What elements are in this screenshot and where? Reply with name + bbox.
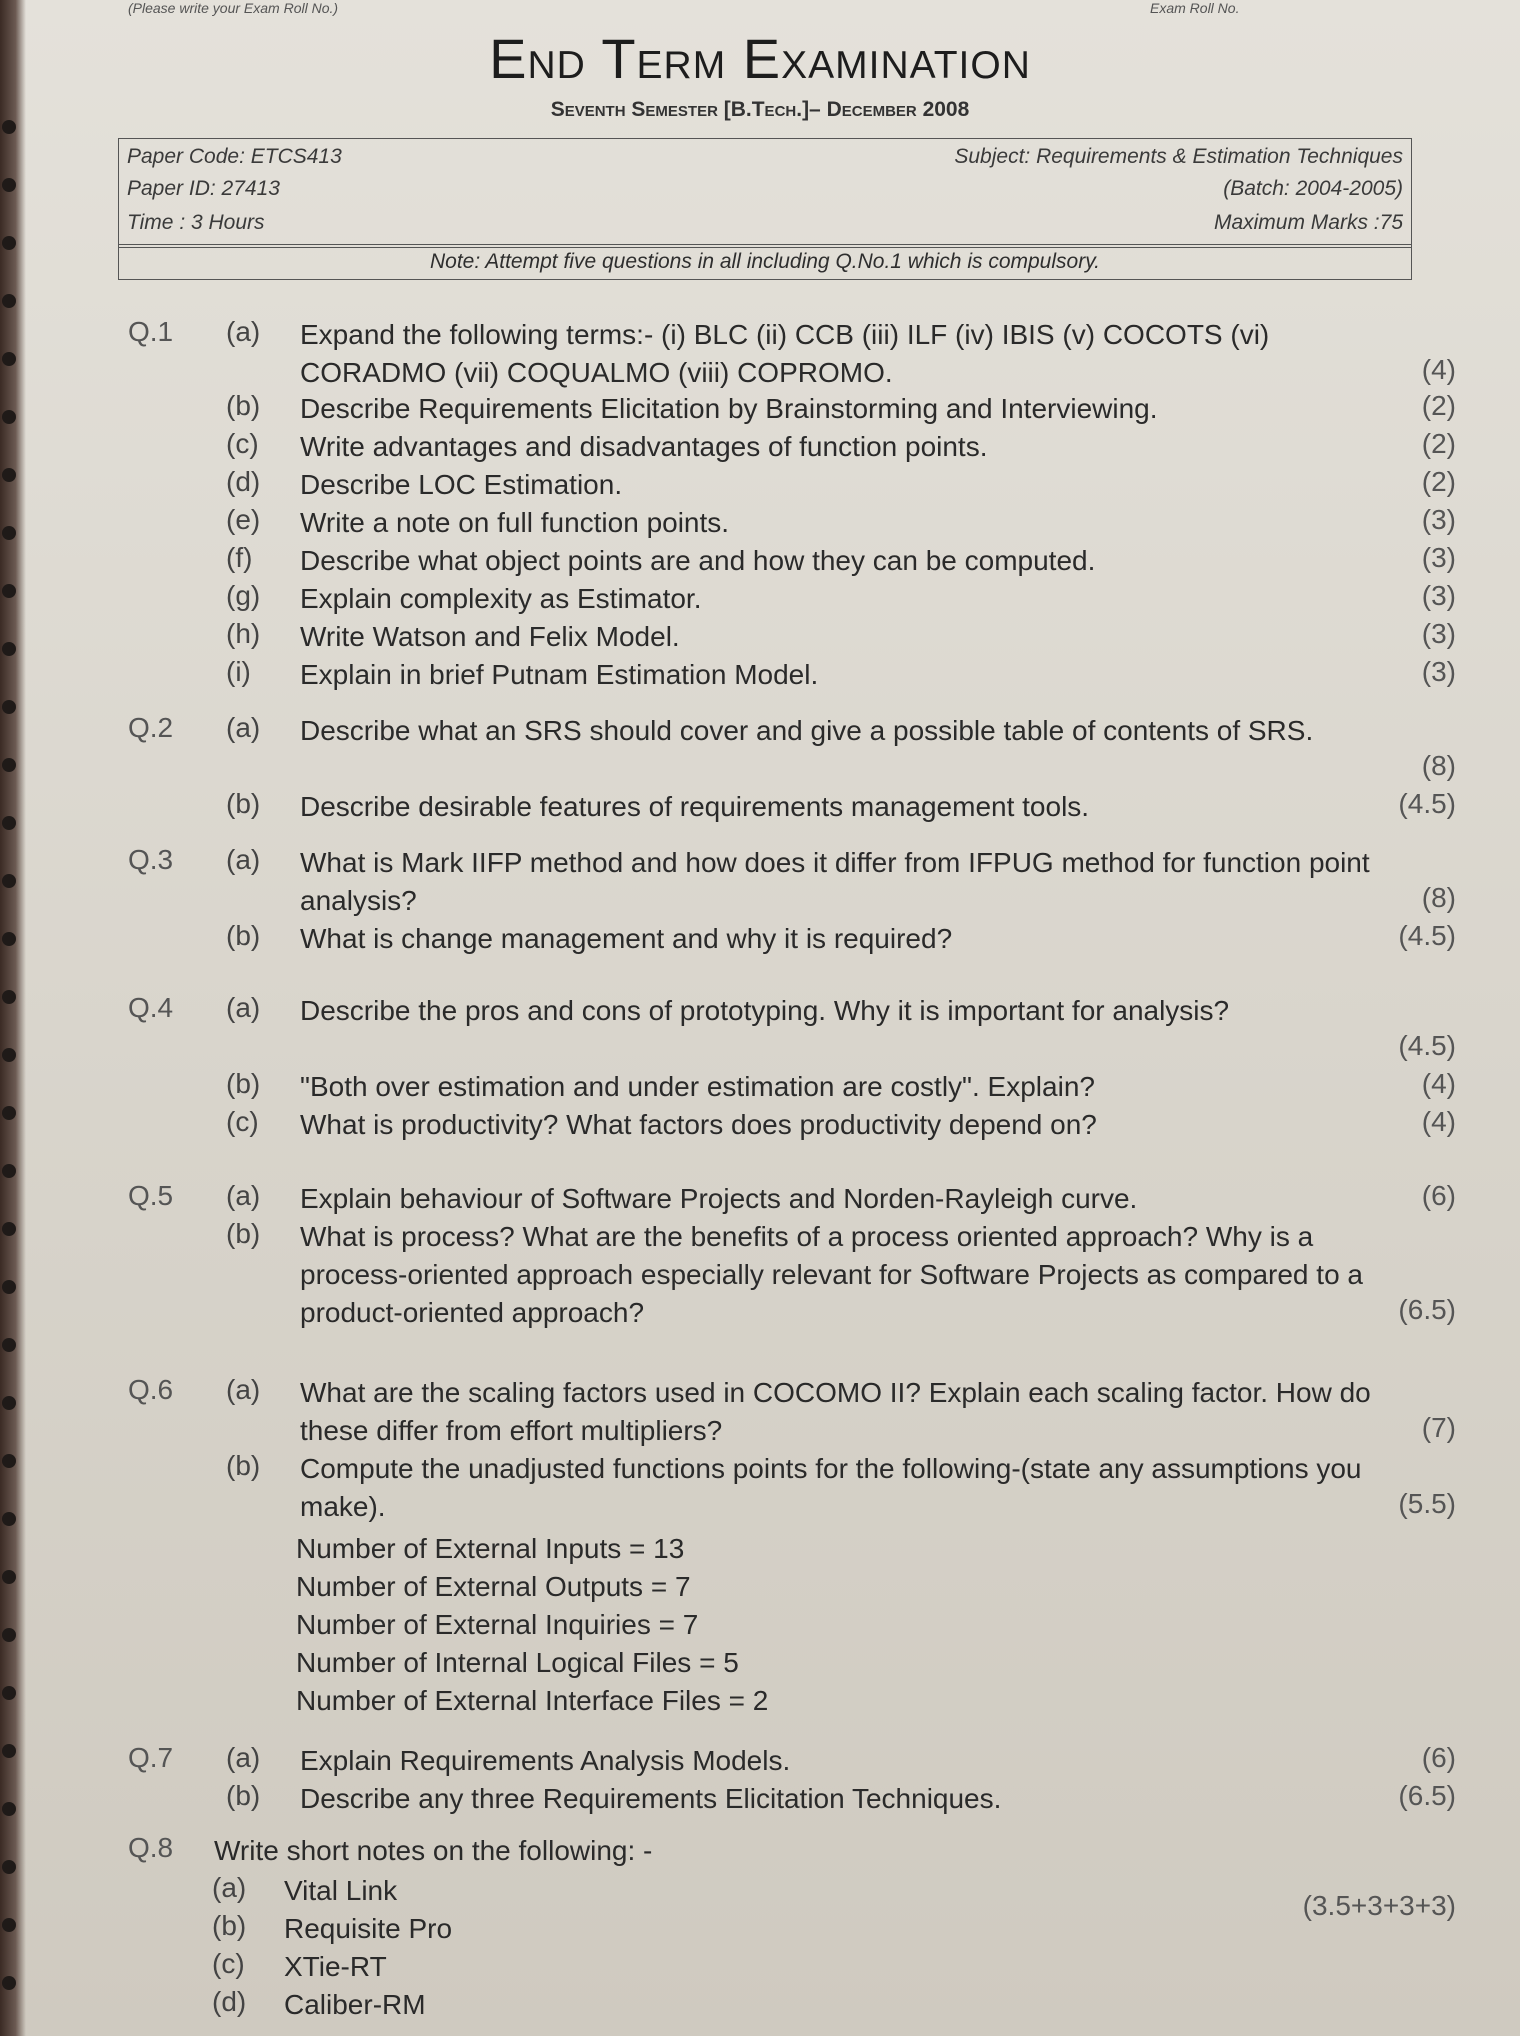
- part-text: Describe LOC Estimation.: [300, 469, 623, 500]
- part-marks: (2): [1421, 390, 1456, 421]
- part-marks: (2): [1421, 466, 1456, 497]
- binding-hole: [2, 236, 16, 250]
- part-label: (b): [226, 390, 261, 421]
- part-label: (b): [226, 1780, 261, 1811]
- part-label: (b): [226, 788, 261, 819]
- part-text: What are the scaling factors used in COCOMO II? Explain each scaling factor. How do these differ from effort multipliers?: [300, 1377, 1371, 1446]
- binding-hole: [2, 1918, 16, 1932]
- part-marks: (4): [1421, 1068, 1456, 1099]
- binding-hole: [2, 1048, 16, 1062]
- part-text: Compute the unadjusted functions points for the following-(state any assumptions you make).: [300, 1453, 1362, 1522]
- part-label: (i): [226, 656, 251, 687]
- part-text: Caliber-RM: [284, 1989, 426, 2020]
- part-text: Describe what an SRS should cover and give a possible table of contents of SRS.: [300, 715, 1314, 746]
- binding-hole: [2, 932, 16, 946]
- part-label: (b): [226, 1218, 261, 1249]
- part-text: What is process? What are the benefits of a process oriented approach? Why is a process-oriented approach especially relevant for Software Projects as compared to a product-oriented approach?: [300, 1221, 1363, 1328]
- part-marks: (3): [1421, 618, 1456, 649]
- part-label: (b): [226, 1450, 261, 1481]
- binding-hole: [2, 410, 16, 424]
- paper-code: Paper Code: ETCS413: [127, 145, 342, 168]
- binding-hole: [2, 1396, 16, 1410]
- part-text: Expand the following terms:- (i) BLC (ii) CCB (iii) ILF (iv) IBIS (v) COCOTS (vi) CORADMO (vii) COQUALMO (viii) COPROMO.: [300, 319, 1270, 388]
- binding-hole: [2, 990, 16, 1004]
- part-marks: (4): [1421, 1106, 1456, 1137]
- paper-id: Paper ID: 27413: [127, 177, 280, 200]
- binding-hole: [2, 1454, 16, 1468]
- part-text: What is Mark IIFP method and how does it differ from IFPUG method for function point analysis?: [300, 847, 1370, 916]
- subject: Subject: Requirements & Estimation Techniques: [954, 145, 1403, 168]
- data-line: Number of External Inquiries = 7: [296, 1609, 699, 1640]
- part-marks: (3): [1421, 656, 1456, 687]
- question-number: Q.3: [128, 844, 174, 875]
- part-marks: (2): [1421, 428, 1456, 459]
- part-text: Describe desirable features of requirements management tools.: [300, 791, 1090, 822]
- part-text: Explain in brief Putnam Estimation Model.: [300, 659, 819, 690]
- part-text: Requisite Pro: [284, 1913, 453, 1944]
- time-allowed: Time : 3 Hours: [127, 211, 265, 234]
- question-number: Q.6: [128, 1374, 174, 1405]
- maximum-marks: Maximum Marks :75: [1213, 211, 1403, 234]
- part-label: (a): [226, 712, 261, 743]
- binding-hole: [2, 700, 16, 714]
- part-label: (d): [226, 466, 261, 497]
- instruction-note: Note: Attempt five questions in all including Q.No.1 which is compulsory.: [118, 244, 1412, 280]
- part-marks: (6.5): [1398, 1780, 1456, 1811]
- part-text: Write Watson and Felix Model.: [300, 621, 680, 652]
- binding-hole: [2, 1976, 16, 1990]
- question-marks: (3.5+3+3+3): [1302, 1890, 1456, 1921]
- question-number: Q.1: [128, 316, 174, 347]
- part-label: (a): [226, 992, 261, 1023]
- part-marks: (4.5): [1398, 1030, 1456, 1061]
- binding-hole: [2, 1280, 16, 1294]
- part-marks: (8): [1421, 882, 1456, 913]
- part-text: Explain behaviour of Software Projects and Norden-Rayleigh curve.: [300, 1183, 1138, 1214]
- part-marks: (3): [1421, 504, 1456, 535]
- part-marks: (7): [1421, 1412, 1456, 1443]
- part-marks: (3): [1421, 580, 1456, 611]
- part-marks: (6): [1421, 1742, 1456, 1773]
- part-text: What is productivity? What factors does productivity depend on?: [300, 1109, 1097, 1140]
- paper-details-box: [118, 138, 1412, 248]
- binding-hole: [2, 1686, 16, 1700]
- question-number: Q.2: [128, 712, 174, 743]
- question-number: Q.5: [128, 1180, 174, 1211]
- part-marks: (6.5): [1398, 1294, 1456, 1325]
- binding-hole: [2, 1512, 16, 1526]
- part-text: Describe Requirements Elicitation by Brainstorming and Interviewing.: [300, 393, 1158, 424]
- binding-hole: [2, 816, 16, 830]
- binding-hole: [2, 874, 16, 888]
- part-label: (c): [212, 1948, 245, 1979]
- batch: (Batch: 2004-2005): [1223, 177, 1403, 200]
- part-text: Describe the pros and cons of prototyping. Why it is important for analysis?: [300, 995, 1230, 1026]
- binding-hole: [2, 1164, 16, 1178]
- binding-hole: [2, 352, 16, 366]
- part-label: (b): [212, 1910, 247, 1941]
- exam-title: End Term Examination: [489, 27, 1031, 90]
- part-label: (d): [212, 1986, 247, 2017]
- binding-hole: [2, 642, 16, 656]
- part-label: (b): [226, 1068, 261, 1099]
- part-label: (a): [226, 844, 261, 875]
- binding-hole: [2, 1106, 16, 1120]
- data-line: Number of External Inputs = 13: [296, 1533, 685, 1564]
- question-number: Q.8: [128, 1832, 174, 1863]
- question-number: Q.7: [128, 1742, 174, 1773]
- binding-hole: [2, 1628, 16, 1642]
- question-number: Q.4: [128, 992, 174, 1023]
- binding-hole: [2, 1222, 16, 1236]
- binding-hole: [2, 526, 16, 540]
- part-text: XTie-RT: [284, 1951, 387, 1982]
- part-label: (a): [226, 1742, 261, 1773]
- part-marks: (6): [1421, 1180, 1456, 1211]
- part-label: (c): [226, 1106, 259, 1137]
- binding-hole: [2, 1570, 16, 1584]
- part-text: Describe any three Requirements Elicitation Techniques.: [300, 1783, 1002, 1814]
- part-label: (f): [226, 542, 253, 573]
- binding-hole: [2, 1338, 16, 1352]
- binding-hole: [2, 294, 16, 308]
- binding-hole: [2, 584, 16, 598]
- data-line: Number of External Outputs = 7: [296, 1571, 691, 1602]
- part-text: Write advantages and disadvantages of function points.: [300, 431, 988, 462]
- part-marks: (5.5): [1398, 1488, 1456, 1519]
- roll-no-instruction: (Please write your Exam Roll No.): [128, 0, 339, 16]
- part-label: (g): [226, 580, 261, 611]
- binding-hole: [2, 178, 16, 192]
- part-text: Explain complexity as Estimator.: [300, 583, 702, 614]
- binding-hole: [2, 1744, 16, 1758]
- binding-hole: [2, 468, 16, 482]
- part-label: (a): [226, 316, 261, 347]
- part-label: (a): [212, 1872, 247, 1903]
- binding-hole: [2, 1802, 16, 1816]
- binding-hole: [2, 1860, 16, 1874]
- part-label: (a): [226, 1374, 261, 1405]
- part-label: (b): [226, 920, 261, 951]
- binding-hole: [2, 120, 16, 134]
- part-marks: (4.5): [1398, 920, 1456, 951]
- part-text: Write a note on full function points.: [300, 507, 730, 538]
- part-marks: (4): [1421, 354, 1456, 385]
- part-label: (e): [226, 504, 261, 535]
- question-intro: Write short notes on the following: -: [214, 1835, 653, 1866]
- semester-line: Seventh Semester [B.Tech.]– December 2008: [550, 98, 970, 121]
- part-label: (c): [226, 428, 259, 459]
- data-line: Number of External Interface Files = 2: [296, 1685, 769, 1716]
- part-text: Explain Requirements Analysis Models.: [300, 1745, 791, 1776]
- part-label: (a): [226, 1180, 261, 1211]
- part-marks: (8): [1421, 750, 1456, 781]
- part-text: What is change management and why it is required?: [300, 923, 953, 954]
- data-line: Number of Internal Logical Files = 5: [296, 1647, 739, 1678]
- part-text: Describe what object points are and how they can be computed.: [300, 545, 1096, 576]
- part-marks: (3): [1421, 542, 1456, 573]
- part-label: (h): [226, 618, 261, 649]
- binding-hole: [2, 758, 16, 772]
- part-marks: (4.5): [1398, 788, 1456, 819]
- part-text: Vital Link: [284, 1875, 398, 1906]
- part-text: "Both over estimation and under estimation are costly". Explain?: [300, 1071, 1095, 1102]
- exam-roll-no-label: Exam Roll No.: [1150, 0, 1240, 16]
